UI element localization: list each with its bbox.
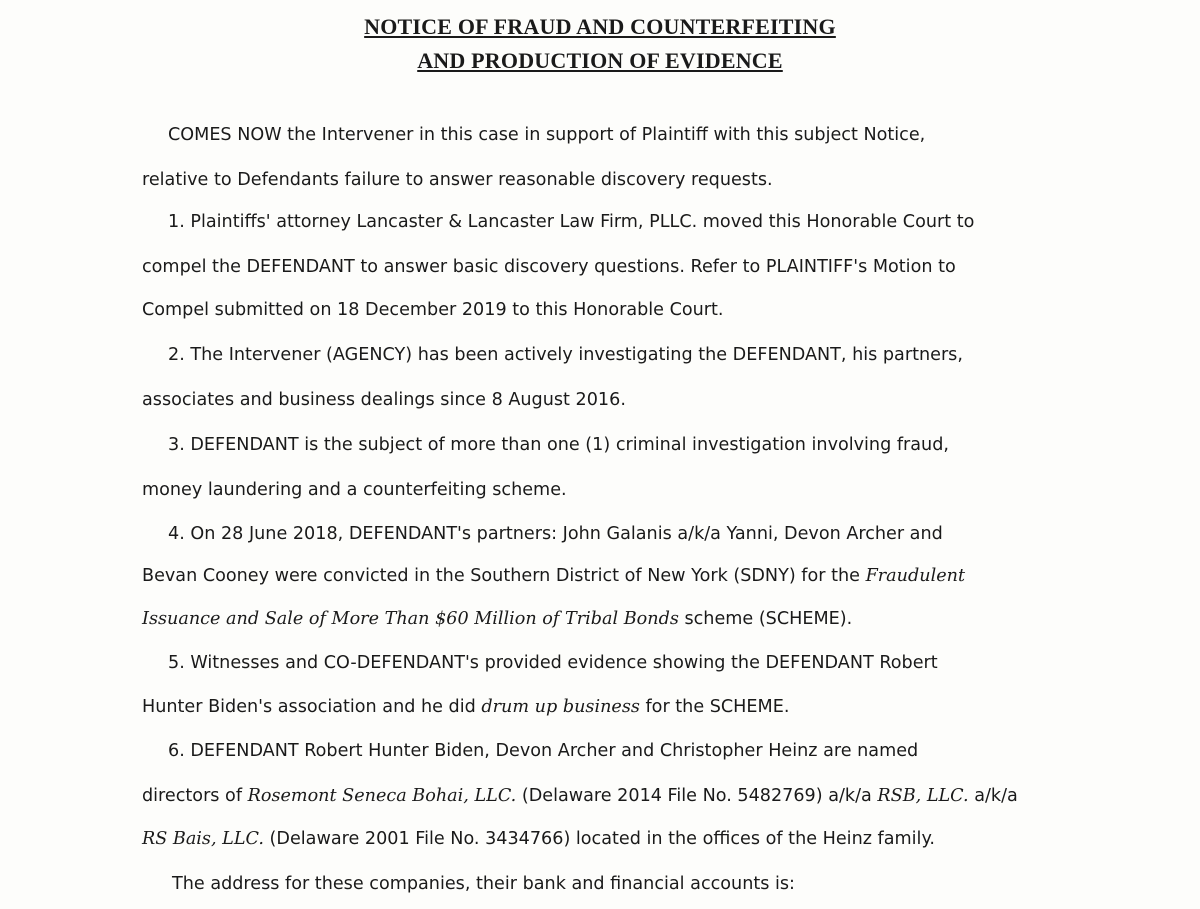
- paragraph-6-line-2-mid: (Delaware 2014 File No. 5482769) a/k/a: [516, 786, 878, 806]
- paragraph-3-line-1: 3. DEFENDANT is the subject of more than one (1) criminal investigation involving fraud,: [168, 435, 949, 455]
- title-line-1: NOTICE OF FRAUD AND COUNTERFEITING: [364, 14, 836, 39]
- paragraph-6-line-2-tail: a/k/a: [968, 786, 1018, 806]
- paragraph-6-line-3: [142, 829, 935, 849]
- paragraph-5-line-2-text: Hunter Biden's association and he did: [142, 697, 482, 717]
- paragraph-1-line-2: compel the DEFENDANT to answer basic discovery questions. Refer to PLAINTIFF's Motion to: [142, 257, 956, 277]
- title-line-2: AND PRODUCTION OF EVIDENCE: [417, 48, 783, 73]
- paragraph-4-line-3: [142, 609, 852, 629]
- paragraph-6-line-2-italic-1: Rosemont Seneca Bohai, LLC.: [247, 786, 517, 806]
- paragraph-6-line-3-text: (Delaware 2001 File No. 3434766) located in the offices of the Heinz family.: [263, 829, 935, 849]
- paragraph-6-line-3-italic: RS Bais, LLC.: [142, 829, 264, 849]
- paragraph-6-line-2-italic-2: RSB, LLC.: [877, 786, 969, 806]
- paragraph-5-line-1: 5. Witnesses and CO-DEFENDANT's provided evidence showing the DEFENDANT Robert: [168, 653, 938, 673]
- paragraph-1-line-1: 1. Plaintiffs' attorney Lancaster & Lancaster Law Firm, PLLC. moved this Honorable Court to: [168, 212, 975, 232]
- paragraph-5-line-2: [142, 697, 789, 717]
- paragraph-3-line-2: money laundering and a counterfeiting scheme.: [142, 480, 567, 500]
- paragraph-5-line-2-italic: drum up business: [481, 697, 640, 717]
- paragraph-6-line-2: [142, 786, 1018, 806]
- closing-line: The address for these companies, their bank and financial accounts is:: [172, 874, 795, 894]
- paragraph-6-line-1: 6. DEFENDANT Robert Hunter Biden, Devon Archer and Christopher Heinz are named: [168, 741, 919, 761]
- paragraph-2-line-2: associates and business dealings since 8 August 2016.: [142, 390, 626, 410]
- paragraph-4-line-2-text: Bevan Cooney were convicted in the Southern District of New York (SDNY) for the: [142, 566, 866, 586]
- paragraph-1-line-3: Compel submitted on 18 December 2019 to this Honorable Court.: [142, 300, 724, 320]
- paragraph-4-line-3-text: scheme (SCHEME).: [678, 609, 853, 629]
- paragraph-2-line-1: 2. The Intervener (AGENCY) has been actively investigating the DEFENDANT, his partners,: [168, 345, 963, 365]
- paragraph-6-line-2-text: directors of: [142, 786, 248, 806]
- paragraph-5-line-2-tail: for the SCHEME.: [639, 697, 790, 717]
- paragraph-4-line-1: 4. On 28 June 2018, DEFENDANT's partners: John Galanis a/k/a Yanni, Devon Archer and: [168, 524, 943, 544]
- paragraph-4-line-2: [142, 566, 965, 586]
- intro-line-2: relative to Defendants failure to answer reasonable discovery requests.: [142, 170, 773, 190]
- paragraph-4-line-2-italic: Fraudulent: [865, 566, 966, 586]
- paragraph-4-line-3-italic: Issuance and Sale of More Than $60 Million of Tribal Bonds: [142, 609, 679, 629]
- intro-line-1: COMES NOW the Intervener in this case in support of Plaintiff with this subject Notice,: [168, 125, 926, 145]
